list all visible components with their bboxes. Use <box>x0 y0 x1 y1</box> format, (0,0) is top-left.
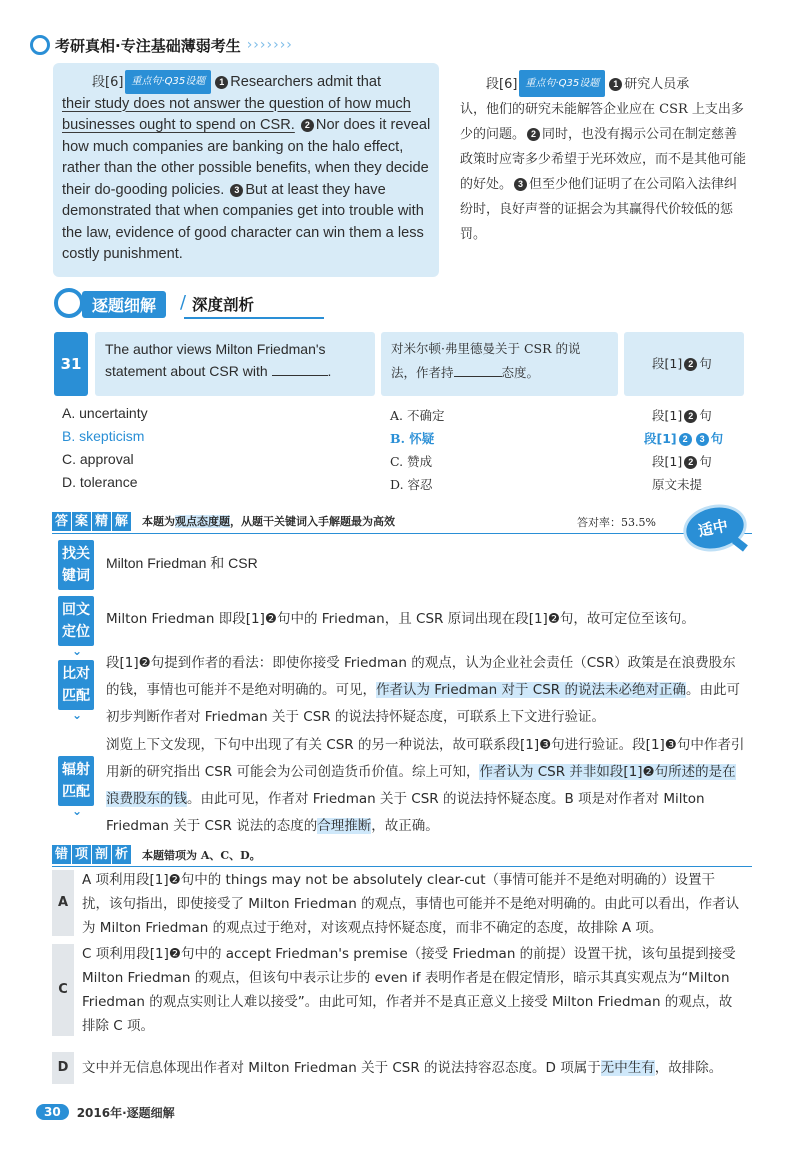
option-c-loc <box>652 452 712 470</box>
circle-1-icon: 1 <box>215 76 228 89</box>
locate-label: 段[1] <box>652 356 683 371</box>
wrong-ribbon-char-2: 项 <box>72 845 91 864</box>
cn-para-label: 段[6] <box>486 77 518 92</box>
option-c-circle-2-icon: 2 <box>684 456 697 469</box>
difficulty-text: 适中 <box>696 516 730 541</box>
locate-suffix: 句 <box>699 356 712 371</box>
step-label-locate: 回文定位 ⌄ <box>58 596 94 646</box>
wrong-header <box>52 843 752 865</box>
option-a-circle-2-icon: 2 <box>684 410 697 423</box>
option-a-en: A. uncertainty <box>62 405 148 421</box>
stem-en-line-2: statement about CSR with <box>105 363 268 379</box>
option-d-en: D. tolerance <box>62 474 138 490</box>
cn-circle-3-icon: 3 <box>514 178 527 191</box>
radiate-text-5: ，故正确。 <box>371 818 439 834</box>
step-label-compare: 比对匹配 ⌄ <box>58 660 94 710</box>
footer-text: 2016年·逐题细解 <box>76 1105 175 1120</box>
question-number: 31 <box>60 355 82 373</box>
cn-sentence-3: 但至少他们证明了在公司陷入法律纠纷时，良好声誉的证据会为其赢得代价较低的惩罚。 <box>460 177 738 242</box>
compare-highlight: 作者认为 Friedman 对于 CSR 的说法未必绝对正确 <box>376 682 686 698</box>
wrong-text-d <box>82 1056 742 1080</box>
step-text-radiate <box>106 732 746 840</box>
option-b-loc-label: 段[1] <box>644 431 677 446</box>
step-label-radiate: 辐射匹配 ⌄ <box>58 756 94 806</box>
wrong-text-a: A 项利用段[1]❷句中的 things may not be absolutely clear-cut（事情可能并不是绝对明确的）设置干扰，该句指出，即使接受了 Milton Friedman 的观点，事情也可能并不是绝对明确的。由此可以看出，作者认为 Milton Friedman 的观点过于绝对，对该观点持怀疑态度，而非不确定的态度，故排除 A 项。 <box>82 872 740 936</box>
ribbon-char-1: 答 <box>52 512 71 531</box>
option-b-loc <box>644 429 723 447</box>
option-a-loc-suffix: 句 <box>699 408 712 423</box>
wrong-ribbon <box>52 845 132 864</box>
compare-text-3: 。由此可初步判断作者对 Friedman 关于 CSR 的说法持怀疑态度，可联系上下文进行验证。 <box>106 682 740 725</box>
en-sentence-2: Nor does it reveal how much companies are banking on the halo effect, rather than the other possible benefits, when they decide their do-gooding policies. <box>62 117 431 198</box>
stem-en-line-1: The author views Milton Friedman's <box>105 341 326 357</box>
stem-cn-line-1: 对米尔顿·弗里德曼关于 CSR 的说 <box>391 341 581 356</box>
compare-text-1: 段[1]❷句提到作者的看法：即使你接受 Friedman 的观点，认为企业社会责任（CSR）政策是在浪费股东的钱，事情也可能并不是绝对明确的。可见， <box>106 655 736 698</box>
question-stem-en: The author views Milton Friedman's statement about CSR with . <box>95 332 375 396</box>
circle-3-icon: 3 <box>230 184 243 197</box>
option-b-en: B. skepticism <box>62 428 145 444</box>
stem-cn-line-2a: 法，作者持 <box>391 365 454 380</box>
section-underline <box>184 317 324 319</box>
wrong-desc: 本题错项为 A、C、D。 <box>142 849 261 862</box>
answer-ribbon <box>52 512 132 531</box>
step-text-keywords: Milton Friedman 和 CSR <box>106 555 258 571</box>
option-c-cn: C. 赞成 <box>390 454 433 469</box>
header <box>30 34 293 56</box>
page-number: 30 <box>36 1104 69 1120</box>
option-a-cn: A. 不确定 <box>390 408 445 423</box>
ribbon-char-3: 精 <box>92 512 111 531</box>
wrong-letter-a: A <box>52 870 74 936</box>
magnifier-icon <box>54 288 84 318</box>
wrong-letter-d: D <box>52 1052 74 1084</box>
cn-circle-1-icon: 1 <box>609 78 622 91</box>
wrong-letter-c: C <box>52 944 74 1036</box>
option-c-loc-suffix: 句 <box>699 454 712 469</box>
passage-cn-text <box>460 70 748 247</box>
footer <box>36 1102 175 1122</box>
wrong-ribbon-char-1: 错 <box>52 845 71 864</box>
cn-sentence-1: 认，他们的研究未能解答企业应在 CSR 上支出多少的问题。 <box>460 102 744 142</box>
wrong-ribbon-char-4: 析 <box>112 845 131 864</box>
option-a-loc-label: 段[1] <box>652 408 683 423</box>
radiate-highlight-2: 合理推断 <box>317 818 372 834</box>
question-number-box <box>54 332 88 396</box>
section-divider-slash: / <box>180 292 187 313</box>
option-b-cn: B. 怀疑 <box>390 431 435 446</box>
wrong-d-text-1: 文中并无信息体现出作者对 Milton Friedman 关于 CSR 的说法持容忍态度。D 项属于 <box>82 1060 601 1076</box>
answer-desc-pre: 本题为 <box>142 515 175 528</box>
en-sentence-3: But at least they have demonstrated that when companies get into trouble with the law, evidence of good character can win them a less costly punishment. <box>62 181 424 262</box>
option-b-circle-3-icon: 3 <box>696 433 709 446</box>
option-c-loc-label: 段[1] <box>652 454 683 469</box>
radiate-text-1: 浏览上下文发现，下句中出现了有关 CSR 的另一种说法，故可联系段[1]❸句进行验证。段[1]❸句中作者引用新的研究指出 CSR 可能会为公司创造货币价值。综上可知， <box>106 737 745 780</box>
cn-sentence-2: 同时，也没有揭示公司在制定慈善政策时应寄多少希望于光环效应，而不是其他可能的好处。 <box>460 127 747 192</box>
question-stem-cn <box>381 332 618 396</box>
circle-2-icon: 2 <box>301 119 314 132</box>
stem-cn-blank <box>454 376 502 377</box>
question-locate-box <box>624 332 744 396</box>
wrong-d-text-3: ，故排除。 <box>654 1060 723 1076</box>
wrong-ribbon-char-3: 剖 <box>92 845 111 864</box>
option-b-circle-2-icon: 2 <box>679 433 692 446</box>
header-title: 考研真相·专注基础薄弱考生 <box>55 36 241 55</box>
wrong-text-c: C 项利用段[1]❷句中的 accept Friedman's premise（接受 Friedman 的前提）设置干扰，该句虽提到接受 Milton Friedman 的观点，但该句中表示让步的 even if 表明作者是在假定情形，暗示其真实观点为“Milton Friedman 的观点实则让人难以接受”。由此可知，作者并不是真正意义上接受 Milton Friedman 的观点，故排除 C 项。 <box>82 946 736 1034</box>
en-sentence-1-start: Researchers admit that <box>230 74 382 90</box>
key-sentence-tag: 重点句·Q35设题 <box>125 70 211 94</box>
passage-en-text <box>62 70 434 266</box>
locate-circle-2-icon: 2 <box>684 358 697 371</box>
difficulty-badge <box>679 499 751 557</box>
answer-desc-highlight: 观点态度题 <box>175 515 230 528</box>
stem-cn-line-2b: 态度。 <box>501 365 540 380</box>
radiate-highlight-1: 作者认为 CSR 并非如段[1]❷句所述的是在浪费股东的钱 <box>106 764 736 807</box>
para-label: 段[6] <box>92 75 124 90</box>
section-header <box>54 288 758 318</box>
cn-key-sentence-tag: 重点句·Q35设题 <box>519 70 605 97</box>
answer-desc <box>142 513 395 529</box>
section-subtitle: 深度剖析 <box>192 296 255 314</box>
wrong-d-highlight: 无中生有 <box>600 1060 655 1076</box>
header-underline <box>52 533 752 534</box>
en-sentence-1-underlined: their study does not answer the question of how much businesses ought to spend on CSR. <box>62 95 411 133</box>
answer-desc-post: ，从题干关键词入手解题最为高效 <box>230 515 395 528</box>
header-arrows: ››››››› <box>246 37 293 53</box>
option-d-loc: 原文未提 <box>652 477 703 492</box>
wrong-header-underline <box>52 866 752 867</box>
radiate-text-3: 。由此可见，作者对 Friedman 关于 CSR 的说法持怀疑态度。B 项是对作者对 Milton Friedman 关于 CSR 说法的态度的 <box>106 791 705 834</box>
step-text-compare <box>106 650 746 731</box>
answer-header <box>52 510 752 532</box>
option-d-cn: D. 容忍 <box>390 477 433 492</box>
option-a-loc <box>652 406 712 424</box>
ribbon-char-4: 解 <box>112 512 131 531</box>
section-title: 逐题细解 <box>82 291 166 318</box>
cn-circle-2-icon: 2 <box>527 128 540 141</box>
stem-en-blank <box>272 375 328 376</box>
accuracy-rate: 答对率：53.5% <box>577 516 656 529</box>
search-logo-icon <box>30 35 50 55</box>
ribbon-char-2: 案 <box>72 512 91 531</box>
step-text-locate: Milton Friedman 即段[1]❷句中的 Friedman，且 CSR 原词出现在段[1]❷句，故可定位至该句。 <box>106 611 695 627</box>
step-label-keywords: 找关键词 ⌄ <box>58 540 94 590</box>
option-b-loc-suffix: 句 <box>710 431 724 446</box>
cn-sentence-1-start: 研究人员承 <box>624 77 690 92</box>
option-c-en: C. approval <box>62 451 134 467</box>
